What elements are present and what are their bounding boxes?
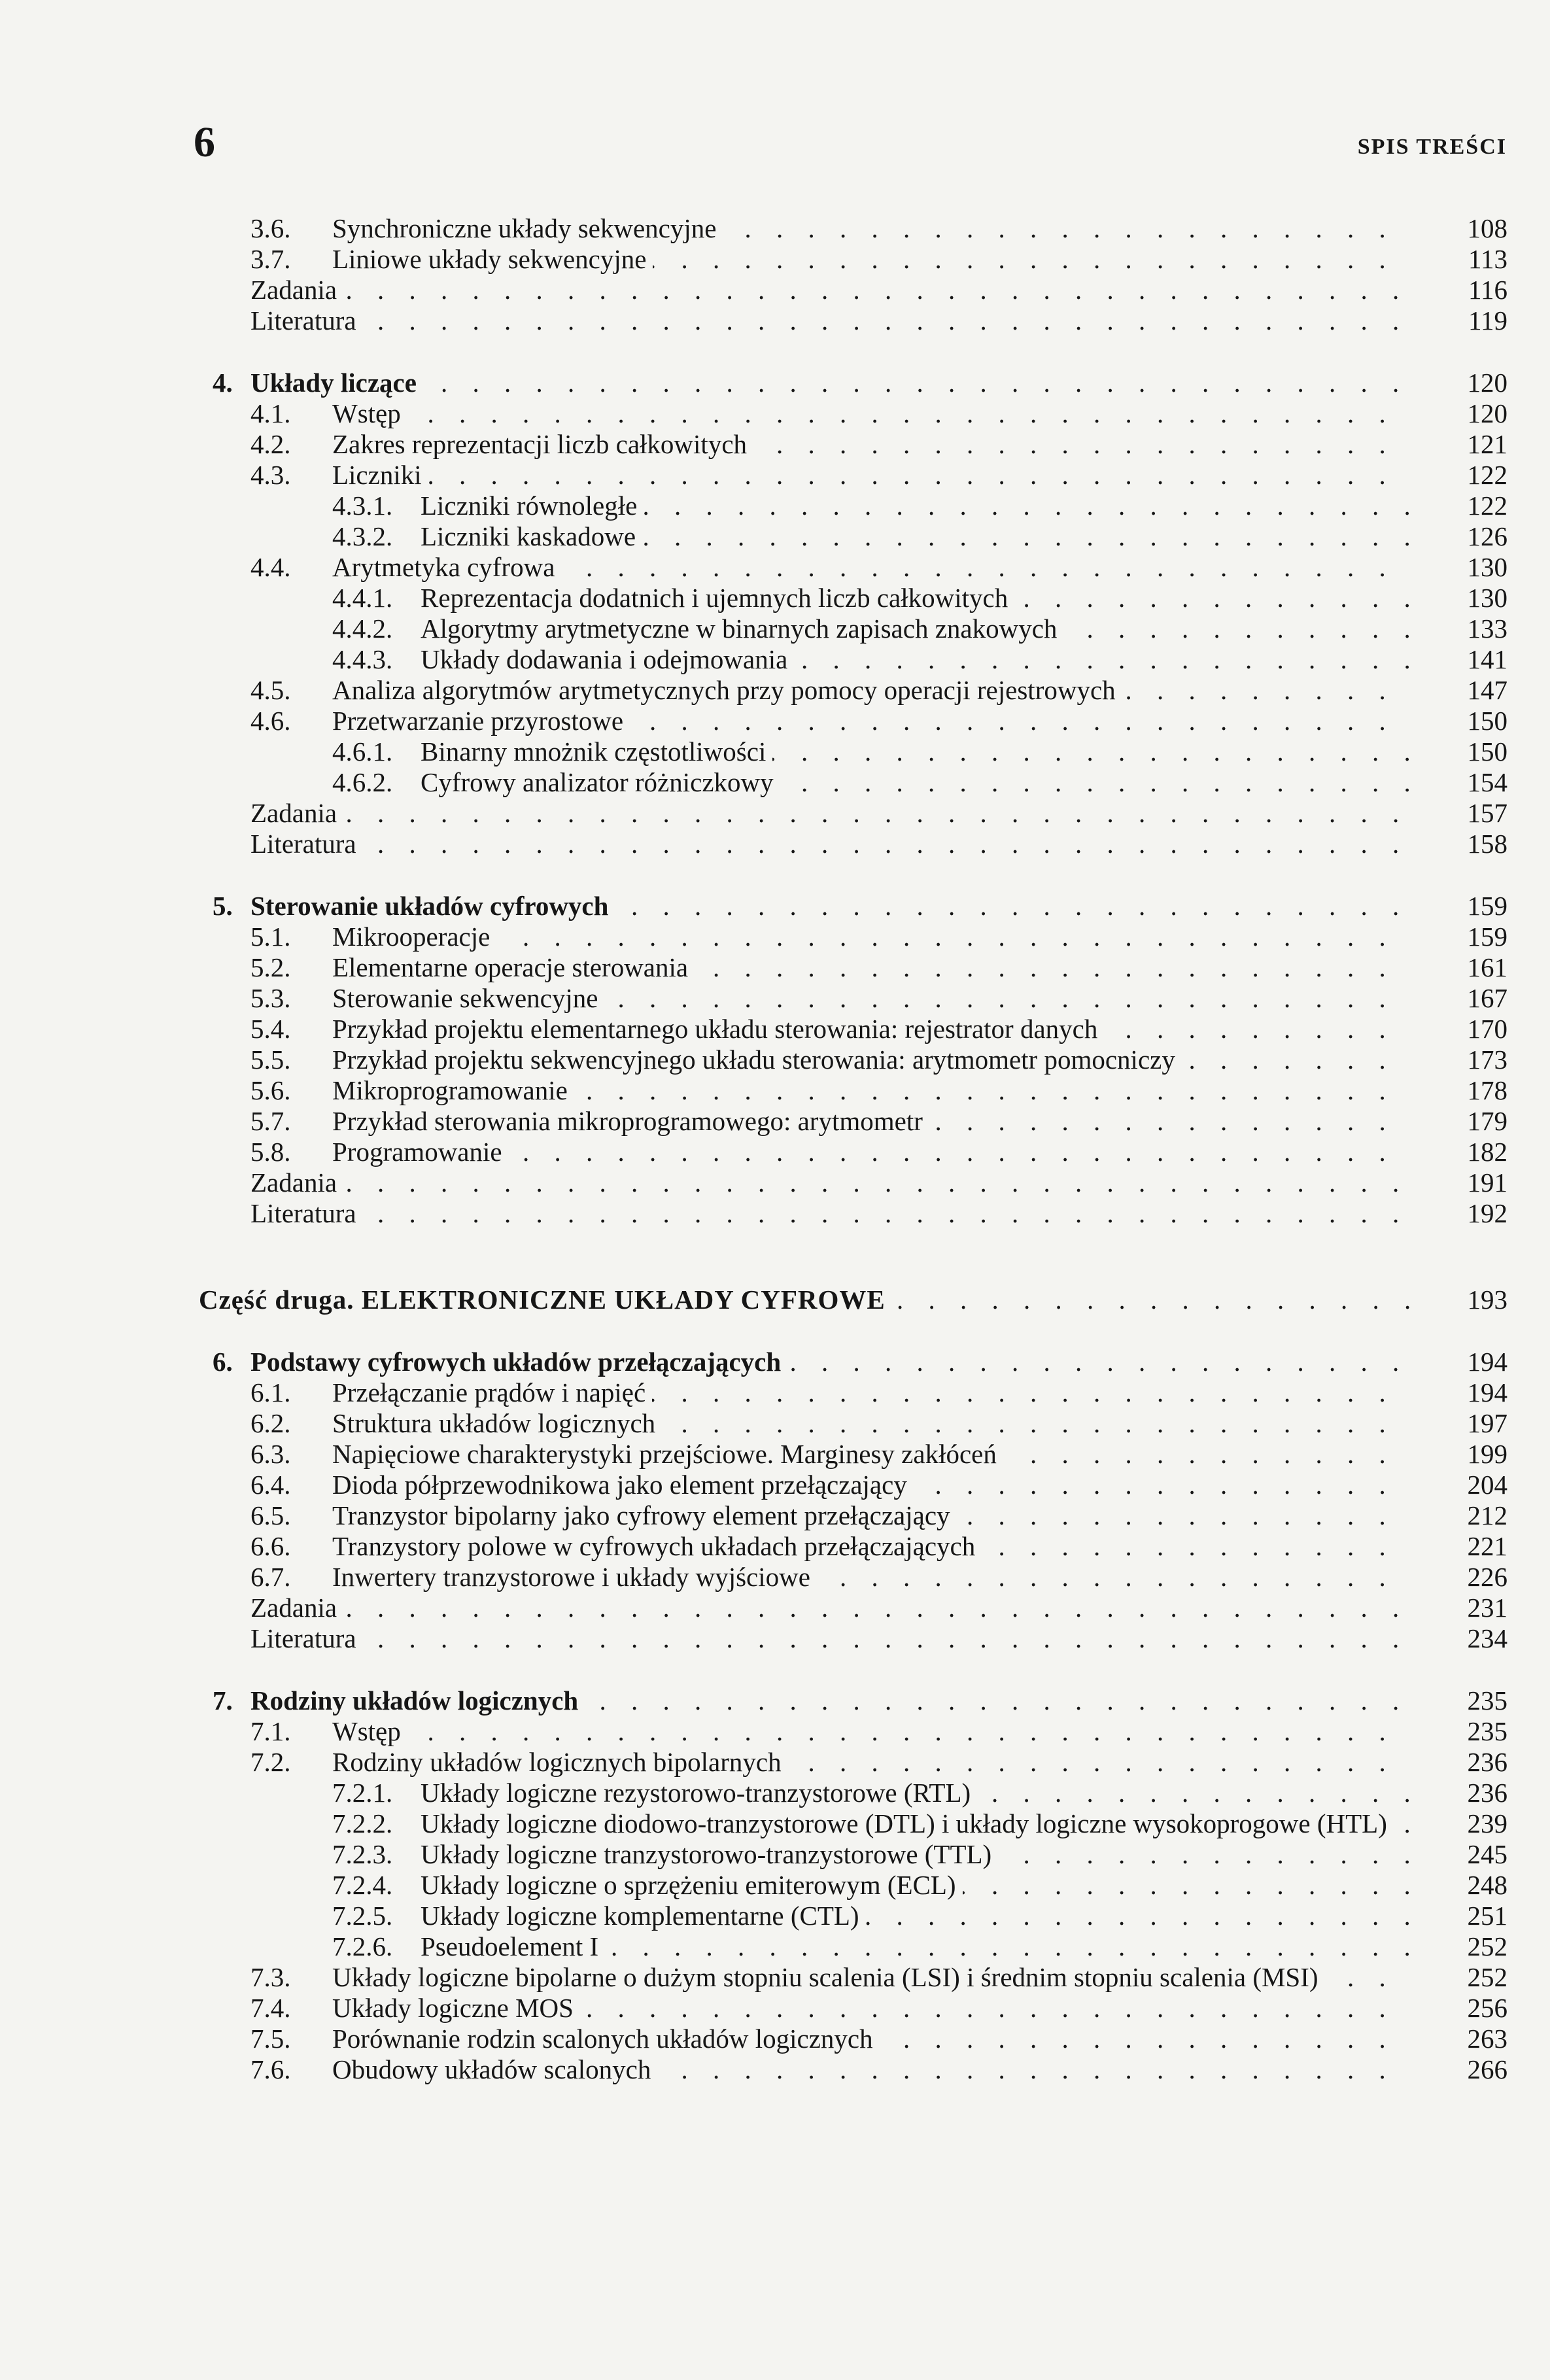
entry-title: Pseudoelement I (421, 1931, 605, 1961)
entry-title: Układy dodawania i odejmowania (421, 644, 794, 674)
entry-number: 7.1. (250, 1716, 291, 1746)
entry-page: 266 (1467, 2054, 1507, 2084)
entry-number: 4.3. (250, 460, 291, 490)
entry-title: Sterowanie sekwencyjne (332, 983, 604, 1013)
toc-entry[interactable] (213, 1075, 1507, 1106)
toc-entry[interactable] (213, 398, 1507, 429)
entry-page: 212 (1467, 1500, 1507, 1530)
toc-entry[interactable] (213, 1931, 1507, 1962)
entry-page: 179 (1467, 1106, 1507, 1136)
toc-entry[interactable] (213, 1685, 1507, 1716)
toc-entry[interactable] (213, 275, 1507, 305)
toc-entry[interactable] (213, 1962, 1507, 1993)
entry-title: Układy logiczne komplementarne (CTL) (421, 1901, 866, 1931)
entry-title: Mikrooperacje (332, 922, 496, 952)
entry-number: 4.1. (250, 398, 291, 428)
entry-title: Literatura (250, 305, 363, 336)
toc-entry[interactable] (213, 1106, 1507, 1137)
entry-title: Porównanie rodzin scalonych układów logicznych (332, 2024, 880, 2054)
toc-entry[interactable] (213, 1839, 1507, 1870)
toc-chapter-6 (213, 1347, 1507, 1654)
entry-title: Przełączanie prądów i napięć (332, 1377, 652, 1407)
entry-title: Napięciowe charakterystyki przejściowe. Marginesy zakłóceń (332, 1439, 1003, 1469)
entry-number: 4.3.2. (332, 521, 393, 551)
entry-number: 6.6. (250, 1531, 291, 1561)
entry-number: 7. (213, 1685, 233, 1716)
toc-entry[interactable] (213, 1439, 1507, 1470)
entry-page: 192 (1467, 1198, 1507, 1228)
entry-page: 122 (1467, 491, 1507, 521)
entry-number: 7.2.5. (332, 1901, 393, 1931)
entry-number: 4. (213, 368, 233, 398)
entry-page: 159 (1467, 922, 1507, 952)
entry-title: Literatura (250, 1623, 363, 1653)
toc-entry[interactable] (213, 1198, 1507, 1229)
entry-page: 147 (1467, 675, 1507, 705)
entry-page: 150 (1467, 736, 1507, 767)
entry-page: 194 (1467, 1377, 1507, 1407)
toc-entry[interactable] (213, 644, 1507, 675)
toc-entry[interactable] (213, 1716, 1507, 1747)
entry-page: 235 (1467, 1685, 1507, 1716)
entry-number: 4.5. (250, 675, 291, 705)
entry-title: Arytmetyka cyfrowa (332, 552, 561, 582)
entry-title: Przykład sterowania mikroprogramowego: arytmometr (332, 1106, 929, 1136)
toc-entry[interactable] (213, 2024, 1507, 2054)
entry-page: 194 (1467, 1347, 1507, 1377)
toc-entry[interactable] (213, 767, 1507, 798)
toc-entry[interactable] (213, 1408, 1507, 1439)
entry-page: 221 (1467, 1531, 1507, 1561)
toc-entry[interactable] (213, 213, 1507, 244)
toc-entry[interactable] (213, 922, 1507, 952)
entry-title: Literatura (250, 1198, 363, 1228)
entry-number: 7.4. (250, 1993, 291, 2023)
entry-title: Liniowe układy sekwencyjne (332, 244, 653, 274)
entry-title: Przetwarzanie przyrostowe (332, 706, 630, 736)
toc-entry[interactable] (213, 1014, 1507, 1044)
entry-number: 6.3. (250, 1439, 291, 1469)
entry-number: 7.2.1. (332, 1778, 393, 1808)
entry-page: 236 (1467, 1778, 1507, 1808)
entry-page: 167 (1467, 983, 1507, 1013)
toc-entry[interactable] (213, 1623, 1507, 1654)
entry-number: 5. (213, 891, 233, 921)
page-number: 6 (194, 118, 215, 166)
entry-page: 197 (1467, 1408, 1507, 1438)
toc-entry[interactable] (213, 244, 1507, 275)
entry-number: 5.5. (250, 1044, 291, 1075)
toc-entry[interactable] (213, 552, 1507, 583)
entry-title: Układy logiczne o sprzężeniu emiterowym (ECL) (421, 1870, 963, 1900)
entry-title: Podstawy cyfrowych układów przełączających (250, 1347, 787, 1377)
toc-entry[interactable] (213, 305, 1507, 336)
entry-page: 251 (1467, 1901, 1507, 1931)
entry-number: 6.5. (250, 1500, 291, 1530)
entry-title: Reprezentacja dodatnich i ujemnych liczb całkowitych (421, 583, 1014, 613)
entry-page: 252 (1467, 1931, 1507, 1961)
entry-title: Przykład projektu elementarnego układu sterowania: rejestrator danych (332, 1014, 1104, 1044)
entry-title: Układy logiczne MOS (332, 1993, 580, 2023)
toc-entry[interactable] (213, 1531, 1507, 1562)
toc-entry[interactable] (213, 736, 1507, 767)
entry-page: 182 (1467, 1137, 1507, 1167)
entry-title: Struktura układów logicznych (332, 1408, 662, 1438)
entry-page: 248 (1467, 1870, 1507, 1900)
entry-number: 5.1. (250, 922, 291, 952)
entry-number: 6.7. (250, 1562, 291, 1592)
entry-number: 3.7. (250, 244, 291, 274)
entry-title: Zadania (250, 1593, 343, 1623)
entry-page: 256 (1467, 1993, 1507, 2023)
entry-number: 5.4. (250, 1014, 291, 1044)
entry-page: 126 (1467, 521, 1507, 551)
toc-entry[interactable] (213, 521, 1507, 552)
entry-title: Analiza algorytmów arytmetycznych przy pomocy operacji rejestrowych (332, 675, 1122, 705)
entry-title: Zadania (250, 798, 343, 828)
toc-entry[interactable] (213, 1044, 1507, 1075)
entry-page: 231 (1467, 1593, 1507, 1623)
toc-part-heading[interactable] (199, 1285, 1507, 1315)
entry-page: 154 (1467, 767, 1507, 797)
entry-number: 4.6. (250, 706, 291, 736)
entry-title: Przykład projektu sekwencyjnego układu sterowania: arytmometr pomocniczy (332, 1044, 1182, 1075)
toc-group-continuation (213, 213, 1507, 336)
toc-entry[interactable] (213, 952, 1507, 983)
entry-number: 5.2. (250, 952, 291, 982)
entry-page: 130 (1467, 552, 1507, 582)
entry-page: 236 (1467, 1747, 1507, 1777)
entry-number: 4.4. (250, 552, 291, 582)
entry-title: Liczniki (332, 460, 428, 490)
entry-page: 235 (1467, 1716, 1507, 1746)
table-of-contents (199, 213, 1507, 2085)
toc-entry[interactable] (213, 1137, 1507, 1167)
entry-title: Liczniki kaskadowe (421, 521, 642, 551)
entry-title: Binarny mnożnik częstotliwości (421, 736, 772, 767)
entry-number: 7.2.2. (332, 1808, 393, 1838)
entry-page: 191 (1467, 1167, 1507, 1198)
entry-title: Cyfrowy analizator różniczkowy (421, 767, 780, 797)
toc-entry[interactable] (213, 583, 1507, 613)
toc-entry[interactable] (213, 1993, 1507, 2024)
entry-title: Liczniki równoległe (421, 491, 644, 521)
entry-number: 6.1. (250, 1377, 291, 1407)
entry-page: 226 (1467, 1562, 1507, 1592)
entry-page: 245 (1467, 1839, 1507, 1869)
toc-entry[interactable] (213, 1470, 1507, 1500)
toc-entry[interactable] (213, 983, 1507, 1014)
toc-entry[interactable] (213, 1593, 1507, 1623)
toc-entry[interactable] (213, 706, 1507, 736)
toc-chapter-7 (213, 1685, 1507, 2085)
entry-page: 159 (1467, 891, 1507, 921)
toc-entry[interactable] (213, 460, 1507, 491)
entry-page: 239 (1467, 1808, 1507, 1838)
entry-title: Programowanie (332, 1137, 509, 1167)
entry-page: 133 (1467, 613, 1507, 644)
entry-page: 116 (1468, 275, 1507, 305)
entry-page: 173 (1467, 1044, 1507, 1075)
entry-title: Algorytmy arytmetyczne w binarnych zapisach znakowych (421, 613, 1063, 644)
entry-title: Obudowy układów scalonych (332, 2054, 657, 2084)
entry-title: Mikroprogramowanie (332, 1075, 574, 1105)
entry-number: 6.4. (250, 1470, 291, 1500)
toc-chapter-4 (213, 368, 1507, 859)
entry-page: 161 (1467, 952, 1507, 982)
toc-entry[interactable] (213, 798, 1507, 829)
entry-page: 130 (1467, 583, 1507, 613)
entry-page: 150 (1467, 706, 1507, 736)
toc-entry[interactable] (213, 829, 1507, 859)
toc-entry[interactable] (213, 891, 1507, 922)
entry-page: 252 (1467, 1962, 1507, 1992)
entry-title: Układy logiczne bipolarne o dużym stopniu scalenia (LSI) i średnim stopniu scalenia (MSI) (332, 1962, 1325, 1992)
entry-number: 5.6. (250, 1075, 291, 1105)
entry-title: Wstęp (332, 1716, 407, 1746)
entry-page: 178 (1467, 1075, 1507, 1105)
entry-number: 4.4.3. (332, 644, 393, 674)
entry-title: Inwertery tranzystorowe i układy wyjściowe (332, 1562, 817, 1592)
entry-page: 122 (1467, 460, 1507, 490)
entry-page: 120 (1467, 398, 1507, 428)
entry-page: 234 (1467, 1623, 1507, 1653)
entry-page: 108 (1467, 213, 1507, 243)
entry-title: Zadania (250, 1167, 343, 1198)
entry-page: 141 (1467, 644, 1507, 674)
toc-entry[interactable] (213, 675, 1507, 706)
entry-page: 199 (1467, 1439, 1507, 1469)
entry-number: 4.3.1. (332, 491, 393, 521)
entry-title: Rodziny układów logicznych (250, 1685, 585, 1716)
toc-entry[interactable] (213, 1870, 1507, 1901)
entry-number: 5.7. (250, 1106, 291, 1136)
entry-title: Układy liczące (250, 368, 423, 398)
entry-number: 6.2. (250, 1408, 291, 1438)
entry-number: 7.2.4. (332, 1870, 393, 1900)
entry-title: Synchroniczne układy sekwencyjne (332, 213, 723, 243)
entry-title: Tranzystor bipolarny jako cyfrowy element przełączający (332, 1500, 957, 1530)
entry-page: 119 (1468, 305, 1507, 336)
entry-number: 7.5. (250, 2024, 291, 2054)
entry-number: 7.2.3. (332, 1839, 393, 1869)
entry-title: Układy logiczne diodowo-tranzystorowe (DTL) i układy logiczne wysokoprogowe (HTL) (421, 1808, 1394, 1838)
entry-title: Wstęp (332, 398, 407, 428)
entry-number: 4.4.2. (332, 613, 393, 644)
toc-entry[interactable] (213, 1901, 1507, 1931)
entry-number: 7.2. (250, 1747, 291, 1777)
entry-number: 4.6.1. (332, 736, 393, 767)
entry-number: 5.3. (250, 983, 291, 1013)
entry-title: Dioda półprzewodnikowa jako element przełączający (332, 1470, 914, 1500)
entry-number: 4.4.1. (332, 583, 393, 613)
entry-title: Elementarne operacje sterowania (332, 952, 695, 982)
entry-title: Tranzystory polowe w cyfrowych układach przełączających (332, 1531, 982, 1561)
toc-entry[interactable] (213, 1347, 1507, 1377)
entry-number: 3.6. (250, 213, 291, 243)
entry-number: 7.3. (250, 1962, 291, 1992)
toc-entry[interactable] (213, 491, 1507, 521)
toc-entry[interactable] (213, 1778, 1507, 1808)
part-label: Część druga. (199, 1285, 354, 1315)
entry-title: Literatura (250, 829, 363, 859)
entry-title: Układy logiczne tranzystorowo-tranzystorowe (TTL) (421, 1839, 998, 1869)
entry-number: 4.6.2. (332, 767, 393, 797)
entry-number: 7.6. (250, 2054, 291, 2084)
toc-entry[interactable] (213, 1747, 1507, 1778)
entry-title: Zakres reprezentacji liczb całkowitych (332, 429, 753, 459)
entry-page: 120 (1467, 368, 1507, 398)
toc-entry[interactable] (213, 429, 1507, 460)
toc-entry[interactable] (213, 613, 1507, 644)
toc-chapter-5 (213, 891, 1507, 1229)
entry-number: 5.8. (250, 1137, 291, 1167)
entry-page: 263 (1467, 2024, 1507, 2054)
entry-page: 158 (1467, 829, 1507, 859)
part-title: ELEKTRONICZNE UKŁADY CYFROWE (361, 1285, 886, 1315)
entry-page: 170 (1467, 1014, 1507, 1044)
toc-entry[interactable] (213, 2054, 1507, 2085)
entry-page: 121 (1467, 429, 1507, 459)
toc-entry[interactable] (213, 1167, 1507, 1198)
entry-title: Układy logiczne rezystorowo-tranzystorowe (RTL) (421, 1778, 977, 1808)
entry-page: 113 (1468, 244, 1507, 274)
toc-entry[interactable] (213, 1500, 1507, 1531)
entry-title: Zadania (250, 275, 343, 305)
entry-title: Rodziny układów logicznych bipolarnych (332, 1747, 788, 1777)
entry-title: Sterowanie układów cyfrowych (250, 891, 615, 921)
toc-entry[interactable] (213, 1808, 1507, 1839)
running-title: SPIS TREŚCI (1357, 135, 1507, 159)
toc-entry[interactable] (213, 1562, 1507, 1593)
entry-number: 4.2. (250, 429, 291, 459)
toc-entry[interactable] (213, 1377, 1507, 1408)
entry-page: 204 (1467, 1470, 1507, 1500)
entry-page: 157 (1467, 798, 1507, 828)
toc-entry[interactable] (213, 368, 1507, 398)
entry-number: 7.2.6. (332, 1931, 393, 1961)
part-page: 193 (1467, 1285, 1507, 1315)
entry-number: 6. (213, 1347, 233, 1377)
